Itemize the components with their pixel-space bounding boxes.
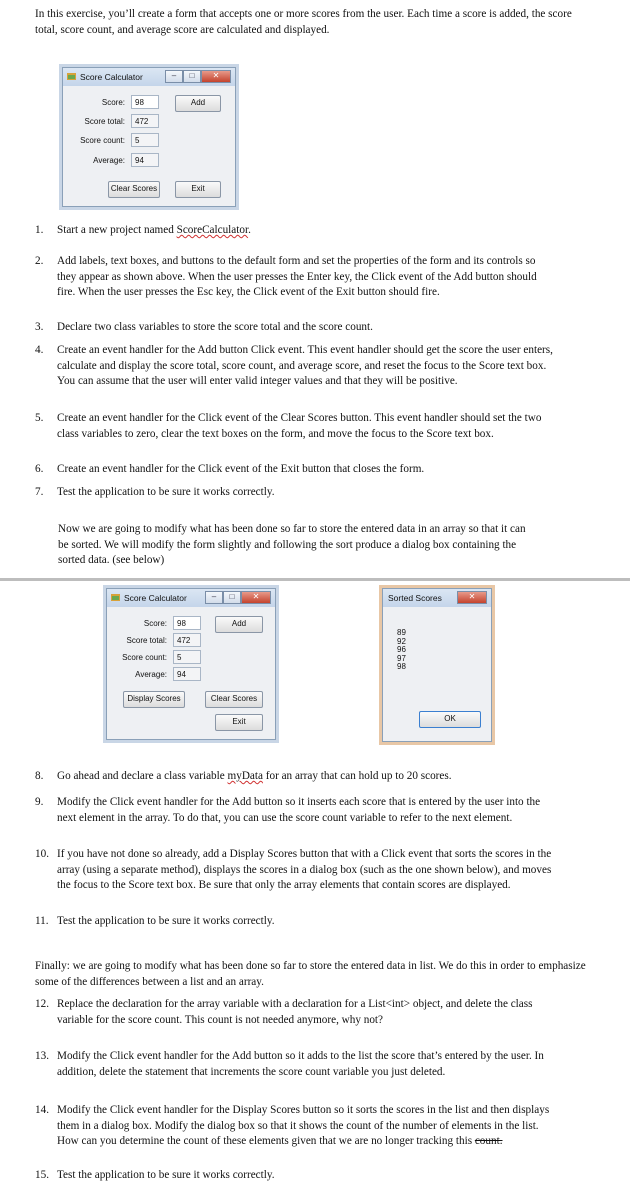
title-bar <box>107 589 275 607</box>
step-text <box>57 1103 557 1150</box>
step-text-end: for an array that can hold up to 20 scores. <box>262 770 452 782</box>
step-text <box>57 223 557 239</box>
score-label: Score: <box>143 619 167 628</box>
step-number: 10. <box>35 848 49 860</box>
average-label: Average: <box>135 670 167 679</box>
step-text <box>57 769 557 785</box>
score-input[interactable]: 98 <box>131 95 159 109</box>
exit-button[interactable]: Exit <box>215 714 263 731</box>
step-number: 13. <box>35 1050 49 1062</box>
section-divider <box>0 578 630 581</box>
step-number: 8. <box>35 770 44 782</box>
step-number: 15. <box>35 1169 49 1181</box>
step-text: If you have not done so already, add a Display Scores button that with a Click event that sorts the scores in the array (using a separate method), displays the scores in a dialog box (such as the one shown below), and moves the focus to the Score text box. Be sure that only the array elements that contain scores are displayed. <box>57 848 552 891</box>
struck-word: count. <box>474 1135 503 1147</box>
maximize-icon[interactable]: □ <box>223 591 241 604</box>
list-item: 97 <box>397 653 406 663</box>
intro-paragraph: In this exercise, you’ll create a form that accepts one or more scores from the user. Each time a score is added, the score total, score count, and average score are calculated and displayed. <box>35 8 572 36</box>
step-text-start: Modify the Click event handler for the Display Scores button so it sorts the scores in the list and then displays them in a dialog box. Modify the dialog box so that it shows the count of the number of elements in the list. How can you determine the count of these elements given that we are no longer tracking this <box>57 1104 550 1147</box>
step-number: 4. <box>35 344 44 356</box>
step-text: Test the application to be sure it works correctly. <box>57 915 275 927</box>
step-number: 5. <box>35 412 44 424</box>
close-icon[interactable]: ✕ <box>241 591 271 604</box>
ok-button[interactable]: OK <box>419 711 481 728</box>
step-number: 9. <box>35 796 44 808</box>
score-count-label: Score count: <box>80 136 125 145</box>
score-count-field: 5 <box>131 133 159 147</box>
score-total-label: Score total: <box>126 636 167 645</box>
score-label: Score: <box>101 98 125 107</box>
clear-scores-button[interactable]: Clear Scores <box>108 181 160 198</box>
average-field: 94 <box>131 153 159 167</box>
score-calculator-window-2 <box>106 588 276 740</box>
window-title: Score Calculator <box>124 593 187 603</box>
step-text: Create an event handler for the Click event of the Clear Scores button. This event handler should set the two class variables to zero, clear the text boxes on the form, and move the focus to the Score text box. <box>57 412 542 440</box>
list-item: 92 <box>397 636 406 646</box>
step-number: 6. <box>35 463 44 475</box>
average-label: Average: <box>93 156 125 165</box>
sorted-scores-dialog <box>382 588 492 742</box>
score-total-field: 472 <box>131 114 159 128</box>
step-text: Create an event handler for the Add button Click event. This event handler should get the score the user enters, calculate and display the score total, score count, and average score, and reset the focus to the Score text box. You can assume that the user will enter valid integer values and that they will be positive. <box>57 344 553 387</box>
title-bar <box>63 68 235 86</box>
list-item: 89 <box>397 628 406 637</box>
maximize-icon[interactable]: □ <box>183 70 201 83</box>
score-total-field: 472 <box>173 633 201 647</box>
array-intro-paragraph: Now we are going to modify what has been done so far to store the entered data in an array so that it can be sorted. We will modify the form slightly and following the sort produce a dialog box containing the sorted data. (see below) <box>58 523 526 566</box>
step-text: Modify the Click event handler for the Add button so it inserts each score that is entered by the user into the next element in the array. To do that, you can use the score count variable to refer to the next element. <box>57 796 541 824</box>
step-text: Add labels, text boxes, and buttons to the default form and set the properties of the form and its controls so they appear as shown above. When the user presses the Enter key, the Click event of the Add button should fire. When the user presses the Esc key, the Click event of the Exit button should fire. <box>57 255 537 298</box>
app-icon <box>67 72 76 81</box>
add-button[interactable]: Add <box>175 95 221 112</box>
app-icon <box>111 593 120 602</box>
step-text: Test the application to be sure it works correctly. <box>57 486 275 498</box>
score-count-label: Score count: <box>122 653 167 662</box>
step-text-start: Start a new project named <box>57 224 177 236</box>
step-text: Create an event handler for the Click event of the Exit button that closes the form. <box>57 463 425 475</box>
step-number: 2. <box>35 255 44 267</box>
step-number: 7. <box>35 486 44 498</box>
close-icon[interactable]: ✕ <box>201 70 231 83</box>
sorted-scores-list <box>397 629 406 672</box>
step-number: 12. <box>35 998 49 1010</box>
list-item: 98 <box>397 662 406 671</box>
step-text: Test the application to be sure it works correctly. <box>57 1169 275 1181</box>
add-button[interactable]: Add <box>215 616 263 633</box>
clear-scores-button[interactable]: Clear Scores <box>205 691 263 708</box>
step-number: 11. <box>35 915 49 927</box>
score-total-label: Score total: <box>84 117 125 126</box>
misspelled-word: myData <box>227 770 263 782</box>
average-field: 94 <box>173 667 201 681</box>
step-text: Declare two class variables to store the score total and the score count. <box>57 321 373 333</box>
window-title: Score Calculator <box>80 72 143 82</box>
exit-button[interactable]: Exit <box>175 181 221 198</box>
step-number: 14. <box>35 1104 49 1116</box>
step-number: 1. <box>35 224 44 236</box>
close-icon[interactable]: ✕ <box>457 591 487 604</box>
score-calculator-window <box>62 67 236 207</box>
misspelled-word: ScoreCalculator <box>176 224 249 236</box>
display-scores-button[interactable]: Display Scores <box>123 691 185 708</box>
step-text: Modify the Click event handler for the Add button so it adds to the list the score that’s entered by the user. In addition, delete the statement that increments the score count variable you just deleted. <box>57 1050 544 1078</box>
dialog-title: Sorted Scores <box>388 593 442 603</box>
list-intro-paragraph: Finally: we are going to modify what has been done so far to store the entered data in list. We do this in order to emphasize some of the differences between a list and an array. <box>35 960 586 988</box>
minimize-icon[interactable]: – <box>165 70 183 83</box>
step-text-start: Go ahead and declare a class variable <box>57 770 228 782</box>
score-input[interactable]: 98 <box>173 616 201 630</box>
list-item: 96 <box>397 645 406 654</box>
step-number: 3. <box>35 321 44 333</box>
step-text: Replace the declaration for the array variable with a declaration for a List<int> object, and delete the class variable for the score count. This count is not needed anymore, why not? <box>57 998 533 1026</box>
minimize-icon[interactable]: – <box>205 591 223 604</box>
title-bar <box>383 589 491 607</box>
step-text-end: . <box>248 224 251 236</box>
score-count-field: 5 <box>173 650 201 664</box>
